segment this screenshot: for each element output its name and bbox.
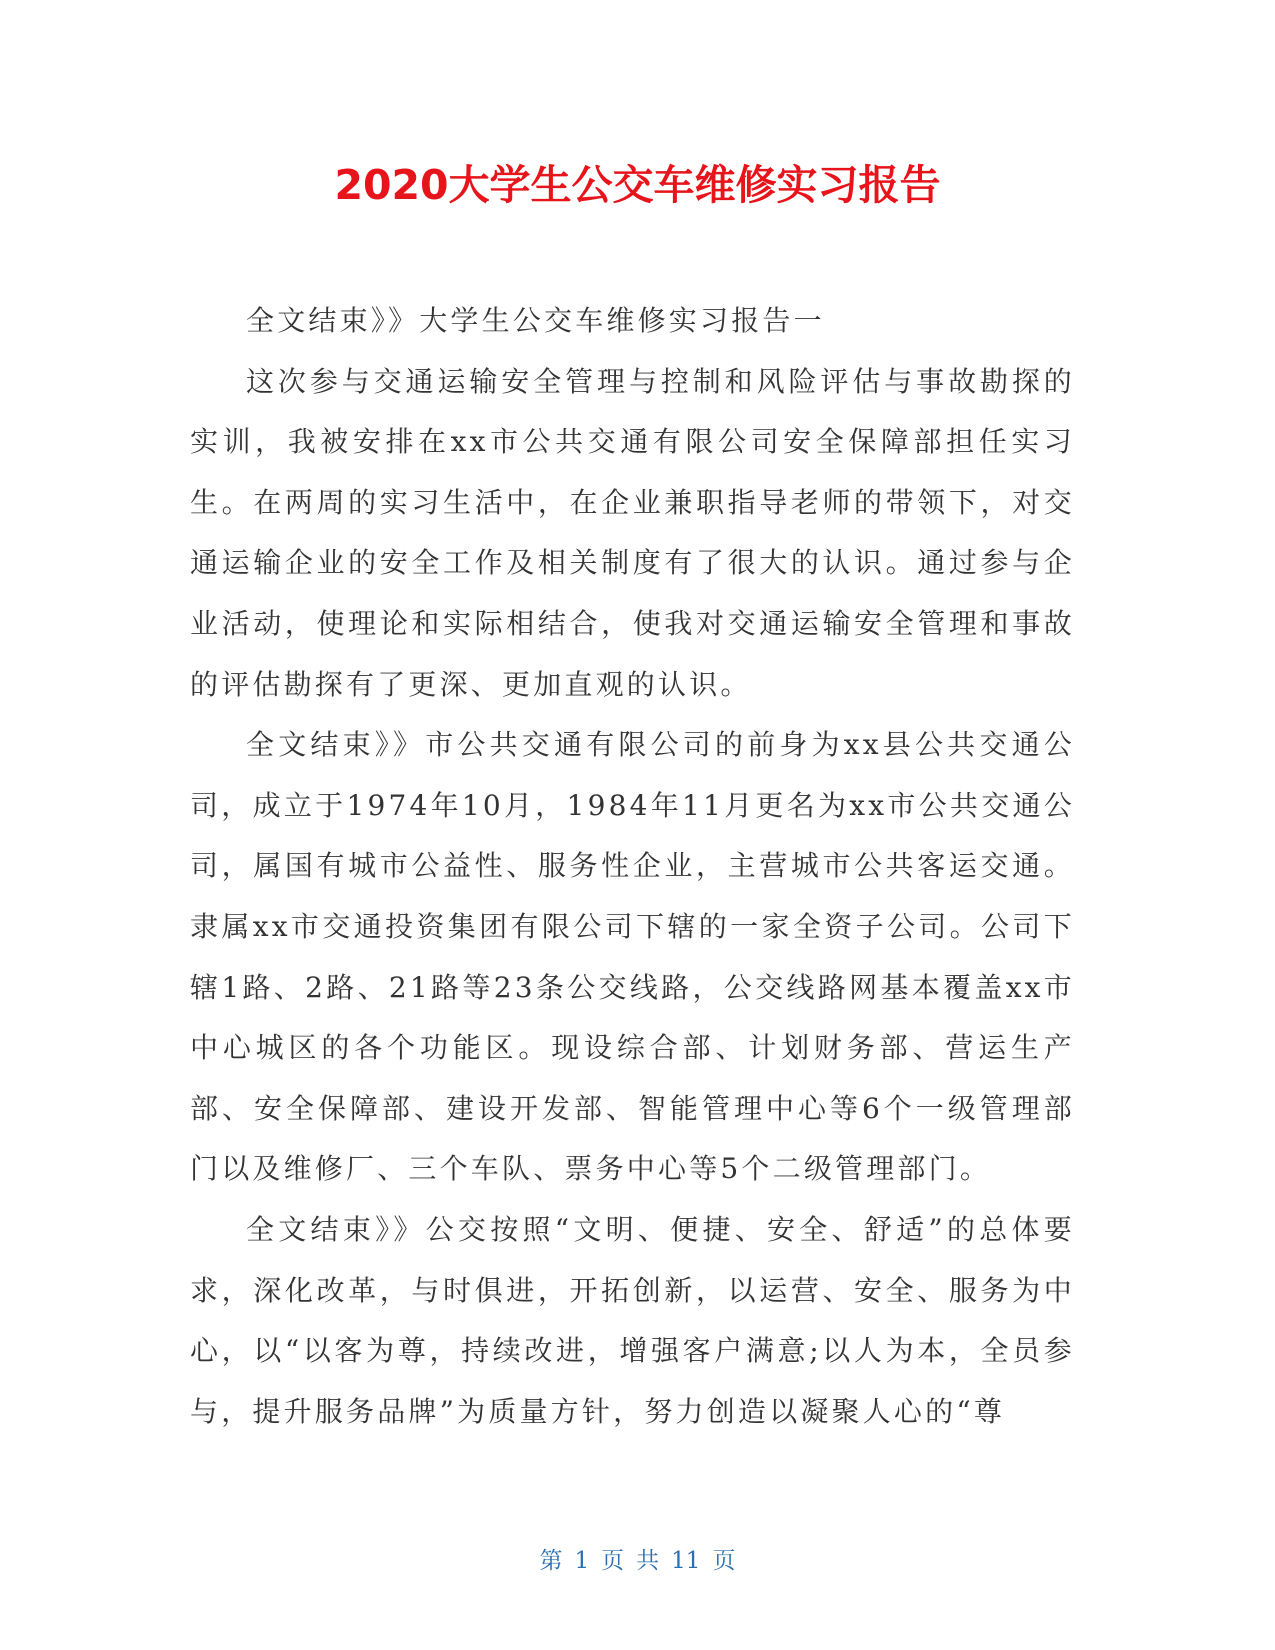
document-title: 2020大学生公交车维修实习报告 xyxy=(334,161,941,209)
footer-total-prefix: 共 xyxy=(636,1548,660,1574)
footer-total-pages: 11 xyxy=(671,1548,701,1574)
paragraph: 这次参与交通运输安全管理与控制和风险评估与事故勘探的实训，我被安排在xx市公共交通有限公司安全保障部担任实习生。在两周的实习生活中，在企业兼职指导老师的带领下，对交通运输企业的安全工作及相关制度有了很大的认识。通过参与企业活动，使理论和实际相结合，使我对交通运输安全管理和事故的评估勘探有了更深、更加直观的认识。 xyxy=(190,364,1075,701)
paragraph: 全文结束》》大学生公交车维修实习报告一 xyxy=(246,304,825,337)
footer-prefix: 第 xyxy=(539,1548,563,1574)
footer-current-page: 1 xyxy=(574,1548,590,1574)
page-footer xyxy=(0,1546,1275,1576)
paragraph: 全文结束》》公交按照“文明、便捷、安全、舒适”的总体要求，深化改革，与时俱进，开拓创新，以运营、安全、服务为中心，以“以客为尊，持续改进，增强客户满意;以人为本，全员参与，提升服务品牌”为质量方针，努力创造以凝聚人心的“尊 xyxy=(190,1212,1075,1428)
footer-suffix: 页 xyxy=(712,1548,736,1574)
document-body xyxy=(190,291,1075,1442)
paragraph: 全文结束》》市公共交通有限公司的前身为xx县公共交通公司，成立于1974年10月，1984年11月更名为xx市公共交通公司，属国有城市公益性、服务性企业，主营城市公共客运交通。隶属xx市交通投资集团有限公司下辖的一家全资子公司。公司下辖1路、2路、21路等23条公交线路，公交线路网基本覆盖xx市中心城区的各个功能区。现设综合部、计划财务部、营运生产部、安全保障部、建设开发部、智能管理中心等6个一级管理部门以及维修厂、三个车队、票务中心等5个二级管理部门。 xyxy=(190,728,1075,1186)
footer-page-word: 页 xyxy=(601,1548,625,1574)
